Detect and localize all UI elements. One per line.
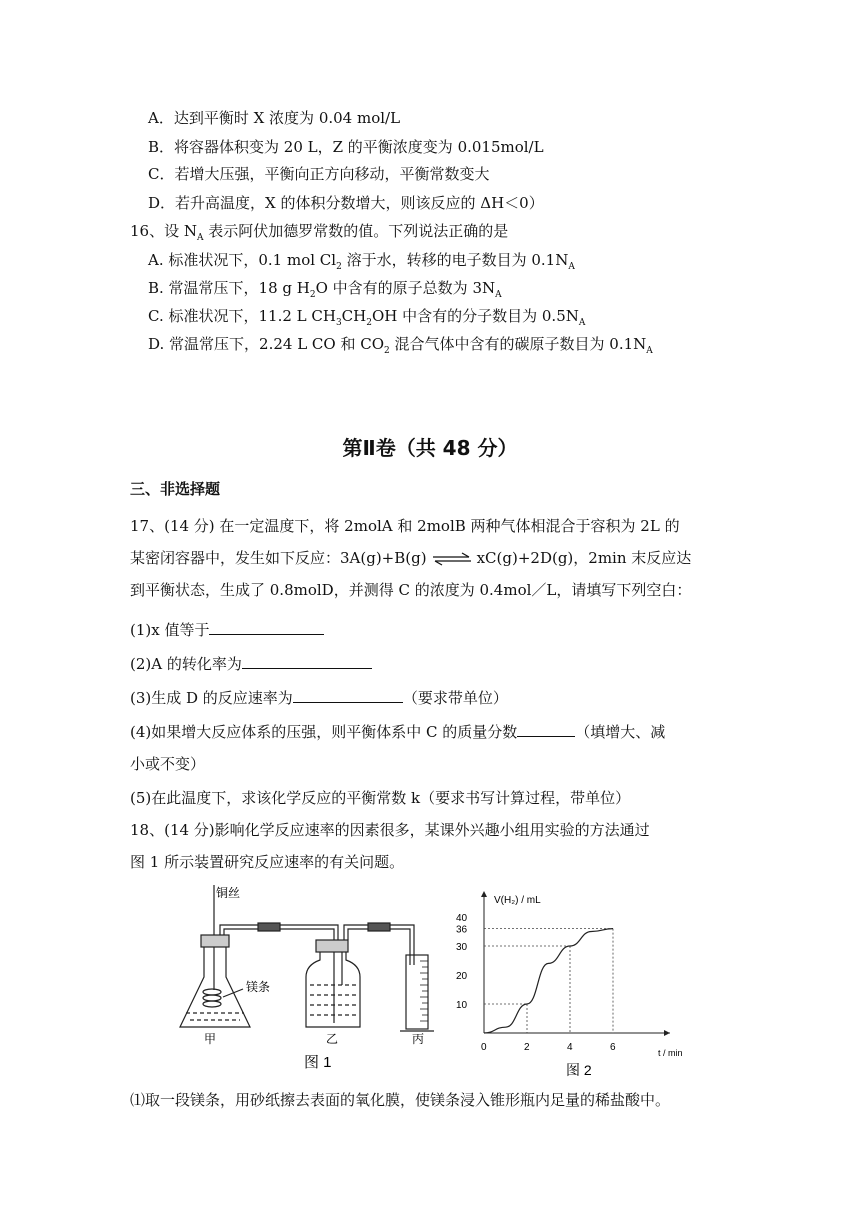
x-tick-label: 6 xyxy=(610,1042,616,1053)
q18-line1: 18、(14 分)影响化学反应速率的因素很多，某课外兴趣小组用实验的方法通过 xyxy=(130,821,650,839)
section3-heading: 三、非选择题 xyxy=(130,480,221,498)
answer-blank[interactable] xyxy=(293,686,403,703)
y-tick-label: 36 xyxy=(456,924,468,936)
chart-caption: 图 2 xyxy=(566,1062,592,1078)
q18-line2: 图 1 所示装置研究反应速率的有关问题。 xyxy=(130,853,405,871)
q17-part3: (3)生成 D 的反应速率为 （要求带单位） xyxy=(130,686,508,708)
x-axis-arrow xyxy=(664,1030,670,1036)
x-tick-label: 4 xyxy=(567,1042,573,1053)
q16-stem: 16、设 $N_A$ 表示阿伏加德罗常数的值。下列说法正确的是 xyxy=(130,222,509,243)
equilibrium-arrow-icon xyxy=(431,552,473,566)
q16-option-b: B. 常温常压下，18 g $H_2O$ 中含有的原子总数为 $3N_A$ xyxy=(148,279,502,300)
q17-part5: (5)在此温度下，求该化学反应的平衡常数 k（要求书写计算过程，带单位） xyxy=(130,789,631,807)
chart-ylabel: V(H₂) / mL xyxy=(494,895,541,906)
y-tick-label: 40 xyxy=(456,913,468,924)
q15-option-d: D．若升高温度，X 的体积分数增大，则该反应的 ΔH＜0） xyxy=(148,194,544,212)
chart-xlabel: t / min xyxy=(658,1048,683,1058)
stopper-yi xyxy=(316,940,348,952)
part2-title: 第Ⅱ卷（共 48 分） xyxy=(342,436,518,460)
volume-time-chart xyxy=(448,885,693,1080)
rubber-joint-2 xyxy=(368,923,390,931)
q15-option-a: A．达到平衡时 X 浓度为 0.04 mol/L xyxy=(148,109,401,127)
bottle-yi xyxy=(306,952,360,1027)
answer-blank[interactable] xyxy=(517,720,575,737)
y-axis-arrow xyxy=(481,891,487,897)
answer-blank[interactable] xyxy=(242,652,372,669)
figure1-caption: 图 1 xyxy=(304,1054,332,1071)
q17-line3: 到平衡状态，生成了 0.8molD，并测得 C 的浓度为 0.4mol／L，请填写下列空白： xyxy=(130,581,692,599)
label-yi: 乙 xyxy=(326,1032,339,1046)
q16-option-d: D. 常温常压下，2.24 L CO 和 $CO_2$ 混合气体中含有的碳原子数目为 $0.1N_A$ xyxy=(148,335,653,356)
x-tick-label: 2 xyxy=(524,1042,530,1053)
stopper-jia xyxy=(201,935,229,947)
y-tick-label: 10 xyxy=(456,1000,468,1011)
x-tick-label: 0 xyxy=(481,1042,487,1053)
q15-option-c: C．若增大压强，平衡向正方向移动，平衡常数变大 xyxy=(148,165,490,183)
label-bing: 丙 xyxy=(412,1032,425,1046)
q17-part1: (1)x 值等于 xyxy=(130,618,324,640)
q16-option-a: A. 标准状况下，0.1 mol $Cl_2$ 溶于水，转移的电子数目为 $0.1N_A$ xyxy=(148,251,575,272)
series-line xyxy=(484,929,613,1033)
q17-line2: 某密闭容器中，发生如下反应：3A(g)+B(g) xC(g)+2D(g)，2min 末反应达 xyxy=(130,549,692,567)
apparatus-figure xyxy=(168,885,443,1075)
q16-option-c: C. 标准状况下，11.2 L $CH_3CH_2OH$ 中含有的分子数目为 $0.5N_A$ xyxy=(148,307,586,328)
q18-part1: ⑴取一段镁条，用砂纸擦去表面的氧化膜，使镁条浸入锥形瓶内足量的稀盐酸中。 xyxy=(130,1091,671,1109)
flask-jia xyxy=(180,947,250,1027)
q17-part2: (2)A 的转化率为 xyxy=(130,652,372,674)
q17-part4: (4)如果增大反应体系的压强，则平衡体系中 C 的质量分数 （填增大、减 xyxy=(130,720,665,742)
rubber-joint-1 xyxy=(258,923,280,931)
answer-blank[interactable] xyxy=(209,618,324,635)
q17-line1: 17、(14 分) 在一定温度下，将 2molA 和 2molB 两种气体相混合于容积为 2L 的 xyxy=(130,517,680,535)
y-tick-label: 30 xyxy=(456,942,468,953)
y-tick-label: 20 xyxy=(456,971,468,982)
label-copper: 铜丝 xyxy=(216,886,241,900)
label-jia: 甲 xyxy=(204,1032,217,1046)
q15-option-b: B．将容器体积变为 20 L，Z 的平衡浓度变为 0.015mol/L xyxy=(148,138,544,156)
label-mg: 镁条 xyxy=(246,980,271,994)
cylinder-bing xyxy=(406,955,428,1029)
q17-part4-cont: 小或不变） xyxy=(130,755,206,773)
